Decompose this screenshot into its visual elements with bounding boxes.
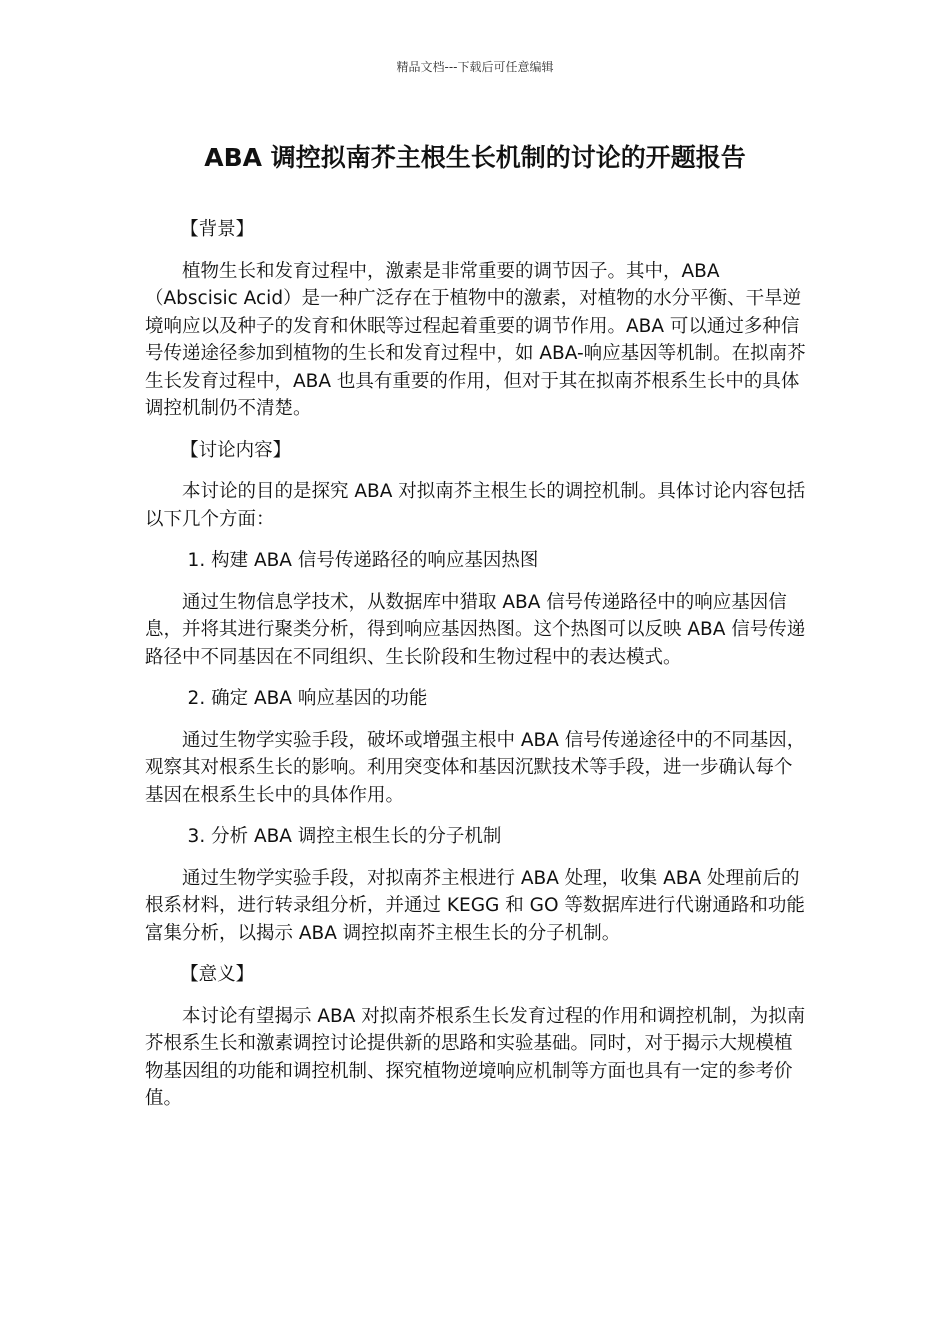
document-title: ABA 调控拟南芥主根生长机制的讨论的开题报告	[204, 143, 746, 172]
item-3-paragraph: 通过生物学实验手段，对拟南芥主根进行 ABA 处理，收集 ABA 处理前后的根系材料，进行转录组分析，并通过 KEGG 和 GO 等数据库进行代谢通路和功能富集分析，以揭示 ABA 调控拟南芥主根生长的分子机制。	[145, 867, 805, 944]
discussion-intro-paragraph: 本讨论的目的是探究 ABA 对拟南芥主根生长的调控机制。具体讨论内容包括以下几个方面：	[145, 481, 806, 530]
discussion-heading: 【讨论内容】	[180, 439, 292, 461]
item-2-heading: 2. 确定 ABA 响应基因的功能	[187, 688, 428, 709]
document-body	[145, 216, 809, 1127]
significance-heading: 【意义】	[180, 964, 255, 985]
item-1-heading: 1. 构建 ABA 信号传递路径的响应基因热图	[187, 550, 539, 571]
item-3-heading: 3. 分析 ABA 调控主根生长的分子机制	[187, 826, 502, 847]
item-1-paragraph: 通过生物信息学技术，从数据库中猎取 ABA 信号传递路径中的响应基因信息，并将其进行聚类分析，得到响应基因热图。这个热图可以反映 ABA 信号传递路径中不同基因在不同组织、生长阶段和生物过程中的表达模式。	[145, 591, 806, 668]
item-2-paragraph: 通过生物学实验手段，破坏或增强主根中 ABA 信号传递途径中的不同基因，观察其对根系生长的影响。利用突变体和基因沉默技术等手段，进一步确认每个基因在根系生长中的具体作用。	[145, 729, 806, 806]
page-header-note: 精品文档---下载后可任意编辑	[396, 60, 554, 74]
background-heading: 【背景】	[180, 219, 255, 240]
background-paragraph: 植物生长和发育过程中，激素是非常重要的调节因子。其中，ABA（Abscisic Acid）是一种广泛存在于植物中的激素，对植物的水分平衡、干旱逆境响应以及种子的发育和休眠等过程起着重要的调节作用。ABA 可以通过多种信号传递途径参加到植物的生长和发育过程中，如 ABA-响应基因等机制。在拟南芥生长发育过程中，ABA 也具有重要的作用，但对于其在拟南芥根系生长中的具体调控机制仍不清楚。	[145, 260, 806, 419]
significance-paragraph: 本讨论有望揭示 ABA 对拟南芥根系生长发育过程的作用和调控机制，为拟南芥根系生长和激素调控讨论提供新的思路和实验基础。同时，对于揭示大规模植物基因组的功能和调控机制、探究植物逆境响应机制等方面也具有一定的参考价值。	[145, 1005, 806, 1109]
